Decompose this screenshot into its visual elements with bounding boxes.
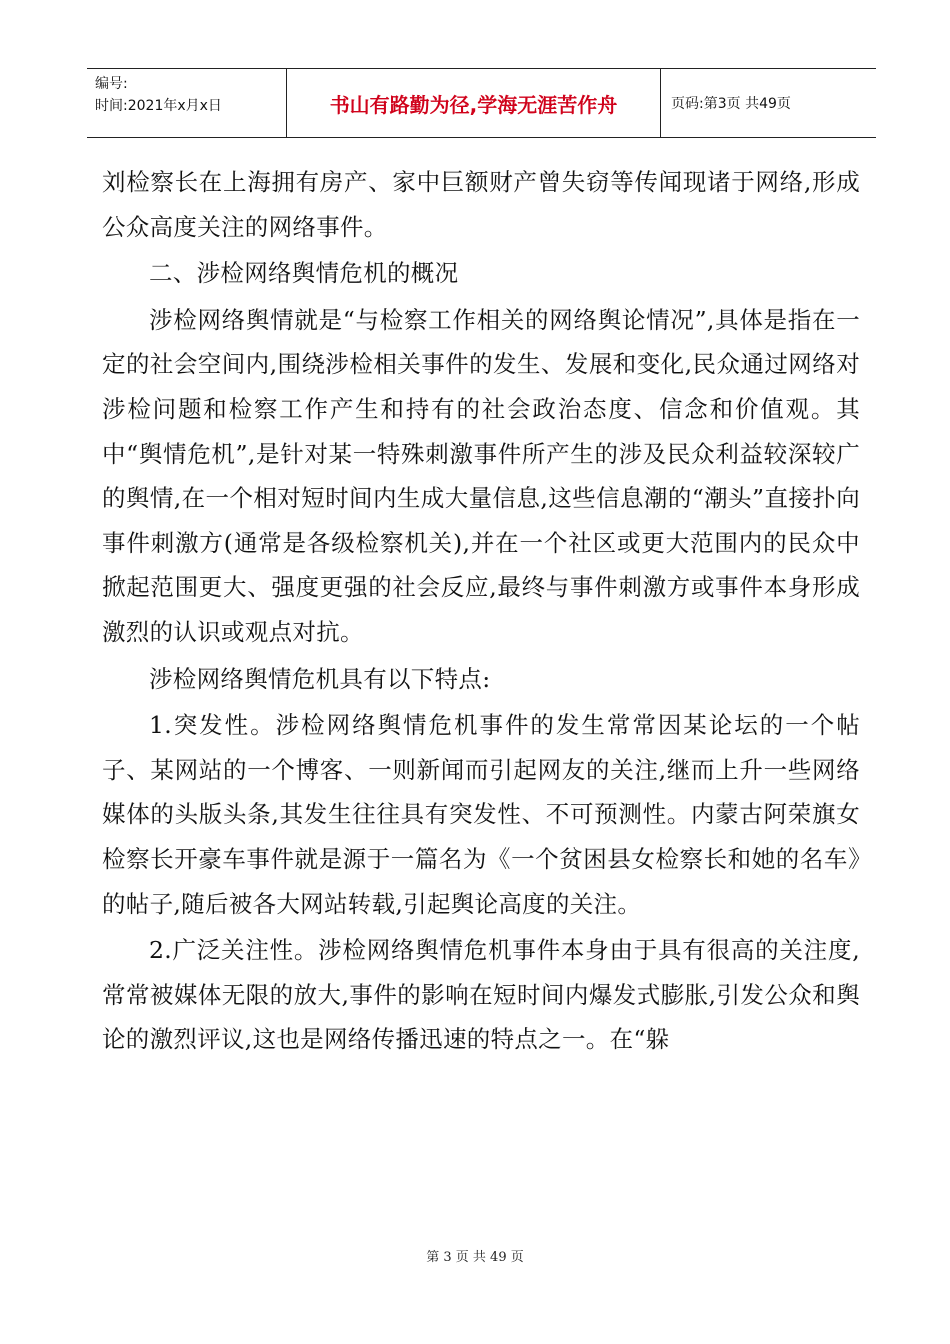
header-meta bbox=[87, 69, 287, 137]
page-label: 页码:第3页 共49页 bbox=[671, 96, 791, 112]
document-header bbox=[87, 68, 876, 138]
number-label: 编号: bbox=[95, 76, 128, 92]
paragraph: 涉检网络舆情危机具有以下特点: bbox=[149, 664, 491, 693]
paragraph: 刘检察长在上海拥有房产、家中巨额财产曾失窃等传闻现诸于网络,形成公众高度关注的网络事件。 bbox=[102, 168, 860, 241]
paragraph: 2.广泛关注性。涉检网络舆情危机事件本身由于具有很高的关注度,常常被媒体无限的放大,事件的影响在短时间内爆发式膨胀,引发公众和舆论的激烈评议,这也是网络传播迅速的特点之一。在“躲 bbox=[102, 936, 860, 1054]
time-label: 时间:2021年x月x日 bbox=[95, 98, 222, 114]
paragraph: 1.突发性。涉检网络舆情危机事件的发生常常因某论坛的一个帖子、某网站的一个博客、一则新闻而引起网友的关注,继而上升一些网络媒体的头版头条,其发生往往具有突发性、不可预测性。内蒙古阿荣旗女检察长开豪车事件就是源于一篇名为《一个贫困县女检察长和她的名车》的帖子,随后被各大网站转载,引起舆论高度的关注。 bbox=[102, 711, 860, 918]
motto: 书山有路勤为径,学海无涯苦作舟 bbox=[287, 69, 661, 137]
document-body bbox=[102, 160, 860, 1062]
paragraph: 涉检网络舆情就是“与检察工作相关的网络舆论情况”,具体是指在一定的社会空间内,围绕涉检相关事件的发生、发展和变化,民众通过网络对涉检问题和检察工作产生和持有的社会政治态度、信念和价值观。其中“舆情危机”,是针对某一特殊刺激事件所产生的涉及民众利益较深较广的舆情,在一个相对短时间内生成大量信息,这些信息潮的“潮头”直接扑向事件刺激方(通常是各级检察机关),并在一个社区或更大范围内的民众中掀起范围更大、强度更强的社会反应,最终与事件刺激方或事件本身形成激烈的认识或观点对抗。 bbox=[102, 305, 860, 646]
page-footer: 第 3 页 共 49 页 bbox=[426, 1250, 524, 1265]
section-heading: 二、涉检网络舆情危机的概况 bbox=[149, 259, 459, 288]
